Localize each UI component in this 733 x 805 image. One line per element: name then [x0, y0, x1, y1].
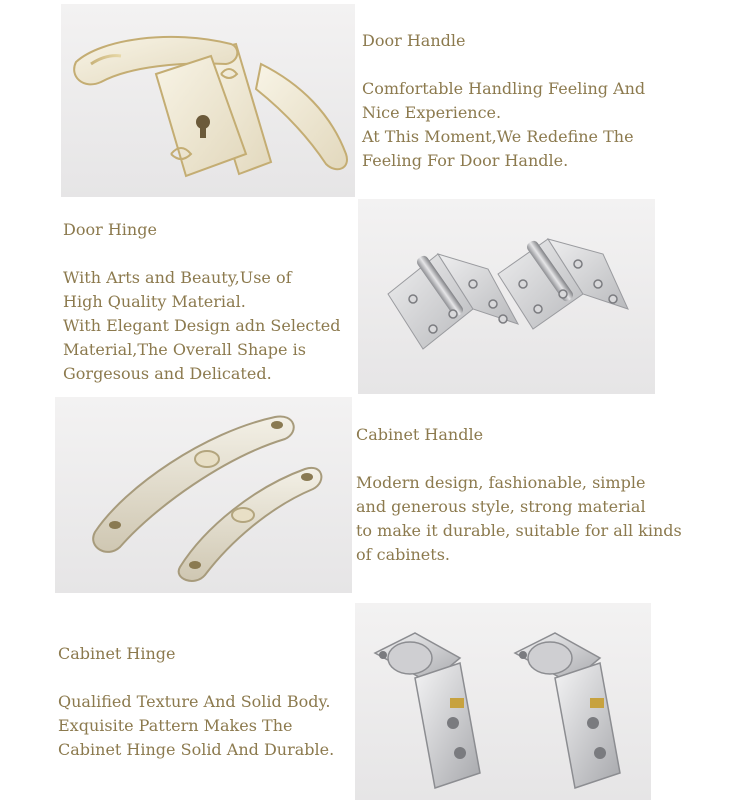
- description-line: Material,The Overall Shape is: [63, 340, 306, 359]
- description-line: With Arts and Beauty,Use of: [63, 268, 292, 287]
- door-handle-text: [362, 29, 645, 173]
- description-line: Nice Experience.: [362, 103, 502, 122]
- description-line: Gorgesous and Delicated.: [63, 364, 272, 383]
- description-line: Comfortable Handling Feeling And: [362, 79, 646, 98]
- cabinet-handle-photo: [55, 397, 352, 593]
- section-title: Cabinet Hinge: [58, 644, 176, 663]
- cabinet-handle-text: [356, 423, 682, 567]
- description-line: Exquisite Pattern Makes The: [58, 716, 293, 735]
- section-title: Door Handle: [362, 31, 466, 50]
- door-hinge-photo: [358, 199, 655, 394]
- door-hinge-text: [63, 218, 341, 386]
- description-line: to make it durable, suitable for all kinds: [356, 521, 682, 540]
- door-handle-photo: [61, 4, 355, 197]
- description-line: and generous style, strong material: [356, 497, 646, 516]
- section-title: Door Hinge: [63, 220, 157, 239]
- description-line: At This Moment,We Redefine The: [362, 127, 634, 146]
- description-line: Feeling For Door Handle.: [362, 151, 569, 170]
- description-line: Cabinet Hinge Solid And Durable.: [58, 740, 335, 759]
- description-line: Modern design, fashionable, simple: [356, 473, 646, 492]
- section-title: Cabinet Handle: [356, 425, 484, 444]
- description-line: High Quality Material.: [63, 292, 246, 311]
- description-line: Qualified Texture And Solid Body.: [58, 692, 331, 711]
- description-line: With Elegant Design adn Selected: [63, 316, 341, 335]
- cabinet-hinge-text: [58, 642, 334, 762]
- cabinet-hinge-photo: [355, 603, 651, 800]
- description-line: of cabinets.: [356, 545, 450, 564]
